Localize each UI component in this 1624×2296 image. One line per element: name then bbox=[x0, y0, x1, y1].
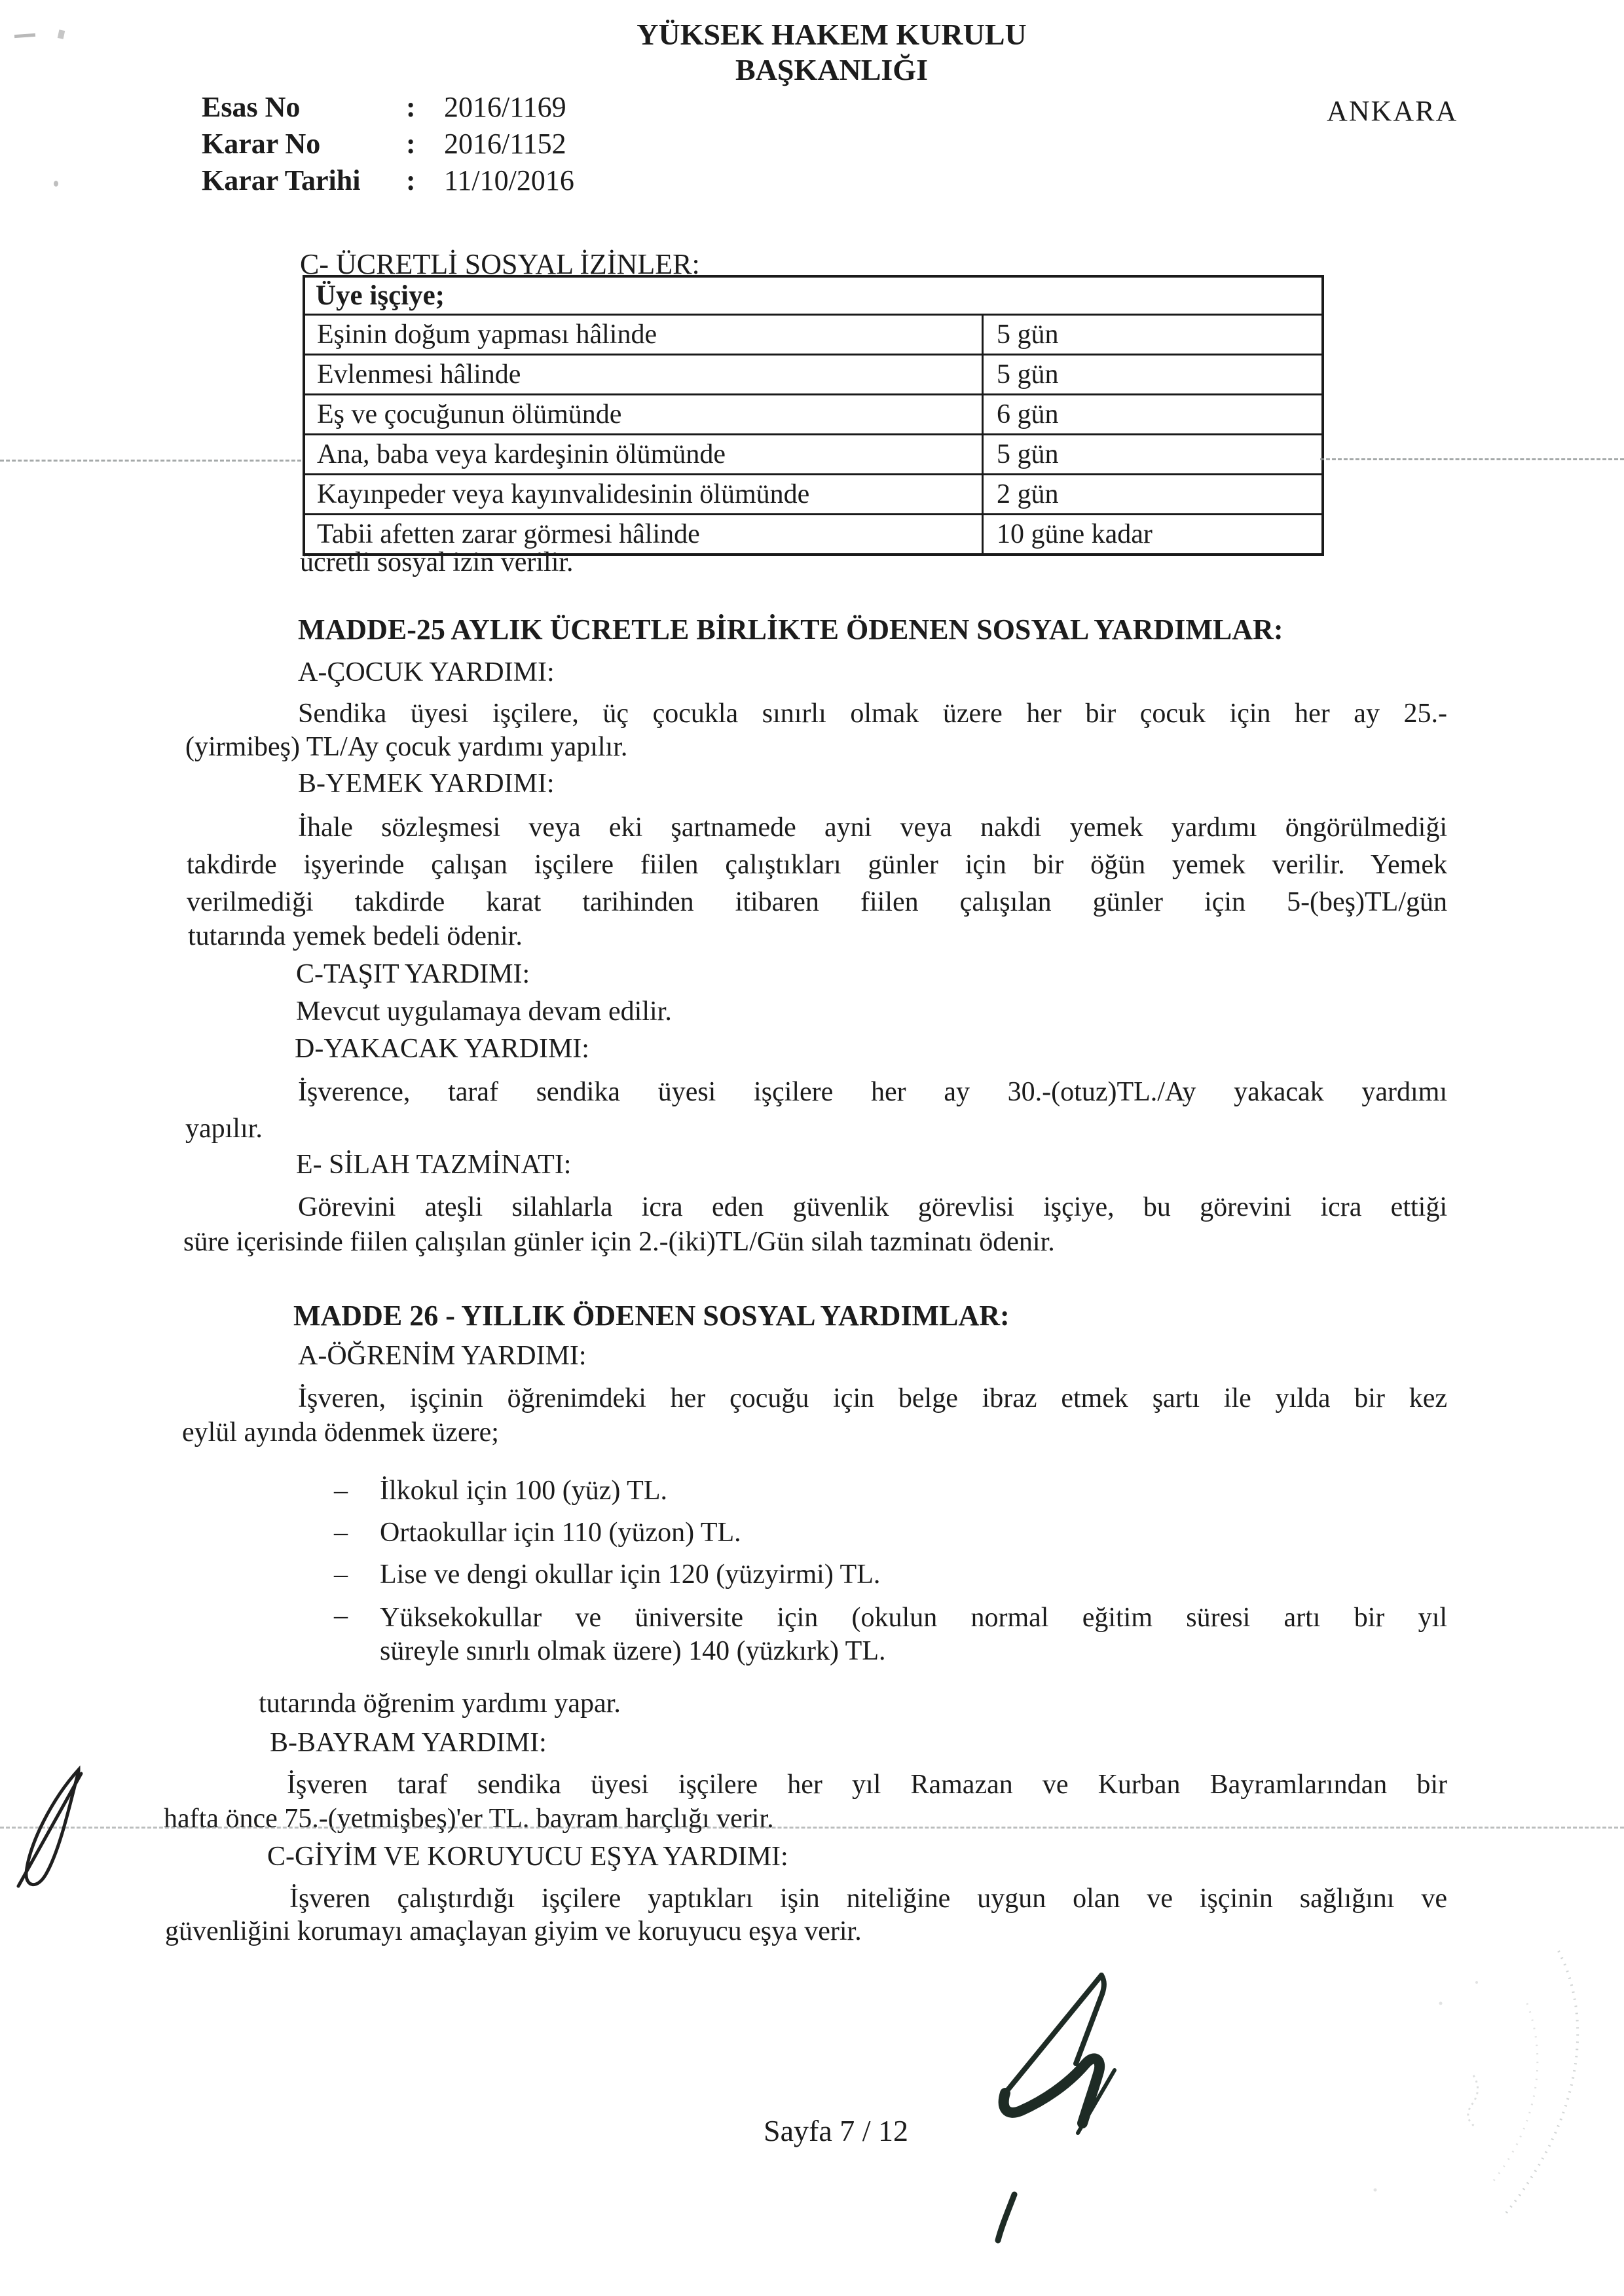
madde25-b-line4: tutarında yemek bedeli ödenir. bbox=[188, 921, 523, 951]
madde26-a-line1: İşveren, işçinin öğrenimdeki her çocuğu için belge ibraz etmek şartı ile yılda bir kez bbox=[298, 1383, 1447, 1413]
meta-row-karar-tarihi bbox=[202, 164, 574, 200]
leave-duration-cell: 5 gün bbox=[997, 319, 1059, 350]
madde25-b-heading: B-YEMEK YARDIMI: bbox=[298, 769, 555, 799]
madde26-a-heading: A-ÖĞRENİM YARDIMI: bbox=[298, 1341, 587, 1371]
meta-label: Esas No bbox=[202, 91, 301, 123]
bullet-item-ortaokul: Ortaokullar için 110 (yüzon) TL. bbox=[380, 1518, 741, 1548]
scan-speck bbox=[54, 181, 58, 187]
madde26-c-line1: İşveren çalıştırdığı işçilere yaptıkları işin niteliğine uygun olan ve işçinin sağlığını ve bbox=[289, 1884, 1447, 1914]
signature bbox=[979, 1964, 1175, 2278]
madde25-e-heading: E- SİLAH TAZMİNATI: bbox=[296, 1150, 572, 1180]
city-label: ANKARA bbox=[1327, 95, 1458, 127]
madde26-a-closing: tutarında öğrenim yardımı yapar. bbox=[259, 1688, 621, 1719]
madde25-a-line2: (yirmibeş) TL/Ay çocuk yardımı yapılır. bbox=[185, 732, 628, 762]
meta-row-esas-no bbox=[202, 90, 574, 127]
madde25-b-line1: İhale sözleşmesi veya eki şartnamede ayni veya nakdi yemek yardımı öngörülmediği bbox=[298, 812, 1447, 843]
meta-colon: : bbox=[406, 164, 416, 196]
leave-case-cell: Eşinin doğum yapması hâlinde bbox=[305, 316, 984, 354]
meta-value: 2016/1169 bbox=[444, 91, 566, 123]
madde25-d-line2: yapılır. bbox=[185, 1114, 263, 1144]
margin-pen-mark bbox=[13, 1764, 98, 1895]
madde25-e-line1: Görevini ateşli silahlarla icra eden güvenlik görevlisi işçiye, bu görevini icra ettiği bbox=[298, 1192, 1447, 1222]
bullet-dash: – bbox=[334, 1518, 348, 1548]
org-name-line1: YÜKSEK HAKEM KURULU bbox=[637, 18, 1027, 51]
madde25-a-heading: A-ÇOCUK YARDIMI: bbox=[298, 657, 555, 687]
madde25-c-heading: C-TAŞIT YARDIMI: bbox=[296, 959, 530, 989]
madde25-d-heading: D-YAKACAK YARDIMI: bbox=[295, 1034, 589, 1064]
scan-artifact-strike-line bbox=[0, 1827, 1624, 1829]
scan-artifact-line bbox=[1320, 458, 1624, 460]
madde26-a-line2: eylül ayında ödenmek üzere; bbox=[182, 1417, 499, 1448]
madde26-c-heading: C-GİYİM VE KORUYUCU EŞYA YARDIMI: bbox=[267, 1842, 788, 1872]
madde26-title: MADDE 26 - YILLIK ÖDENEN SOSYAL YARDIMLAR: bbox=[293, 1300, 1010, 1332]
org-name-line2: BAŞKANLIĞI bbox=[735, 53, 928, 86]
madde26-c-line2: güvenliğini korumayı amaçlayan giyim ve koruyucu eşya verir. bbox=[165, 1916, 862, 1946]
signature-tail-stroke bbox=[998, 2195, 1014, 2240]
table-row bbox=[305, 354, 1321, 393]
meta-row-karar-no bbox=[202, 127, 574, 164]
madde25-b-line2: takdirde işyerinde çalışan işçilere fiilen çalıştıkları günler için bir öğün yemek verilir. Yemek bbox=[187, 850, 1447, 880]
madde25-d-line1: İşverence, taraf sendika üyesi işçilere her ay 30.-(otuz)TL./Ay yakacak yardımı bbox=[298, 1077, 1447, 1107]
leave-case-cell: Tabii afetten zarar görmesi hâlinde bbox=[305, 515, 984, 553]
meta-colon: : bbox=[406, 91, 416, 123]
bullet-item-lise: Lise ve dengi okullar için 120 (yüzyirmi) TL. bbox=[380, 1559, 881, 1590]
madde26-b-heading: B-BAYRAM YARDIMI: bbox=[270, 1728, 547, 1758]
bullet-dash: – bbox=[334, 1601, 348, 1631]
bullet-item-ilkokul: İlkokul için 100 (yüz) TL. bbox=[380, 1476, 667, 1506]
page-number-label: Sayfa 7 / 12 bbox=[764, 2114, 909, 2147]
pencil-smudges bbox=[1277, 1925, 1624, 2239]
pencil-dot bbox=[1374, 2189, 1377, 2192]
leave-case-cell: Evlenmesi hâlinde bbox=[305, 355, 984, 393]
madde25-b-line3: verilmediği takdirde karat tarihinden itibaren fiilen çalışılan günler için 5-(beş)TL/gün bbox=[187, 887, 1447, 917]
table-header-row bbox=[305, 278, 1321, 314]
pencil-squiggle bbox=[1468, 2075, 1478, 2126]
bullet-dash: – bbox=[334, 1559, 348, 1590]
meta-label: Karar Tarihi bbox=[202, 164, 361, 196]
table-row bbox=[305, 433, 1321, 473]
pencil-dot bbox=[1439, 2002, 1443, 2005]
meta-value: 2016/1152 bbox=[444, 128, 566, 160]
bullet-item-yuksekokul-line2: süreyle sınırlı olmak üzere) 140 (yüzkırk) TL. bbox=[380, 1636, 886, 1666]
bullet-dash: – bbox=[334, 1476, 348, 1506]
madde25-title: MADDE-25 AYLIK ÜCRETLE BİRLİKTE ÖDENEN SOSYAL YARDIMLAR: bbox=[298, 613, 1283, 646]
table-row bbox=[305, 314, 1321, 354]
madde26-b-line1: İşveren taraf sendika üyesi işçilere her yıl Ramazan ve Kurban Bayramlarından bir bbox=[287, 1770, 1447, 1800]
leave-case-cell: Eş ve çocuğunun ölümünde bbox=[305, 395, 984, 433]
leave-duration-cell: 6 gün bbox=[997, 399, 1059, 429]
signature-swoosh bbox=[1004, 2058, 1099, 2123]
social-leave-table bbox=[303, 275, 1324, 556]
pencil-dot bbox=[1475, 1981, 1478, 1984]
meta-value: 11/10/2016 bbox=[444, 164, 574, 196]
madde25-e-line2: süre içerisinde fiilen çalışılan günler için 2.-(iki)TL/Gün silah tazminatı ödenir. bbox=[183, 1227, 1055, 1257]
table-row bbox=[305, 393, 1321, 433]
leave-duration-cell: 10 güne kadar bbox=[997, 519, 1153, 549]
leave-duration-cell: 5 gün bbox=[997, 439, 1059, 469]
madde25-a-line1: Sendika üyesi işçilere, üç çocukla sınırlı olmak üzere her bir çocuk için her ay 25.- bbox=[298, 699, 1447, 729]
table-header-cell: Üye işçiye; bbox=[316, 280, 445, 311]
pencil-arc bbox=[1506, 1951, 1578, 2213]
document-header bbox=[20, 17, 1624, 88]
madde25-c-line1: Mevcut uygulamaya devam edilir. bbox=[296, 996, 672, 1027]
section-c-title: C- ÜCRETLİ SOSYAL İZİNLER: bbox=[300, 248, 700, 280]
bullet-item-yuksekokul-line1: Yüksekokullar ve üniversite için (okulun normal eğitim süresi artı bir yıl bbox=[380, 1603, 1447, 1633]
table-closing-line: ücretli sosyal izin verilir. bbox=[300, 547, 574, 577]
leave-case-cell: Kayınpeder veya kayınvalidesinin ölümünde bbox=[305, 475, 984, 513]
case-meta bbox=[202, 90, 574, 200]
meta-label: Karar No bbox=[202, 128, 321, 160]
scan-artifact-line bbox=[0, 460, 301, 462]
leave-duration-cell: 5 gün bbox=[997, 359, 1059, 390]
leave-duration-cell: 2 gün bbox=[997, 479, 1059, 509]
leave-case-cell: Ana, baba veya kardeşinin ölümünde bbox=[305, 435, 984, 473]
table-row bbox=[305, 473, 1321, 513]
madde26-b-line2: hafta önce 75.-(yetmişbeş)'er TL. bayram harçlığı verir. bbox=[164, 1804, 774, 1834]
pencil-arc bbox=[1493, 2003, 1538, 2181]
meta-colon: : bbox=[406, 128, 416, 160]
